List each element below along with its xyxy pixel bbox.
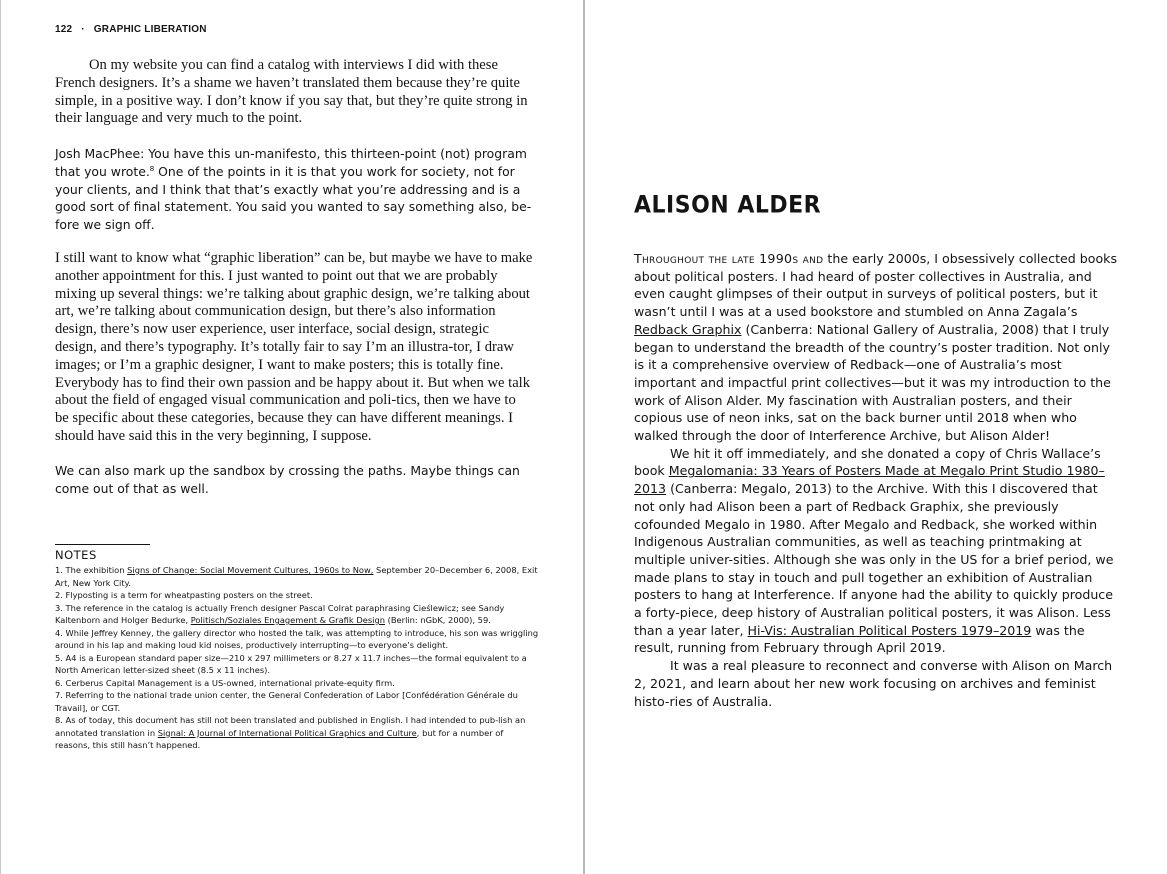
- left-page: [0, 0, 583, 874]
- chapter-paragraph-2: [634, 445, 1122, 657]
- note-8-title: Signal: A Journal of International Political Graphics and Culture: [157, 727, 417, 738]
- running-head-title: GRAPHIC LIBERATION: [93, 24, 207, 35]
- note-6: 6. Cerberus Capital Management is a US-owned, international private-equity firm.: [55, 677, 395, 688]
- footnote-marker[interactable]: 8: [149, 164, 155, 173]
- note-4: 4. While Jeffrey Kenney, the gallery director who hosted the talk, was attempting to introduce, his son was wriggling around in his lap and making loud kid noises, productively interrupting—to everyone’s delight.: [55, 627, 539, 650]
- note-3: [55, 602, 539, 627]
- note-1: [55, 564, 539, 589]
- paragraph-3: I still want to know what “graphic liberation” can be, but maybe we have to make another appointment for this. I just wanted to point out that we are probably mixing up several things: we’re talking about graphic design, we’re talking about art, we’re talking about communication design, but there’s also information design, there’s now user experience, user interface, social design, strategic design, and there’s typography. It’s totally fair to say I’m an illustra-tor, I draw images; or I’m a graphic designer, I want to make posters; this is totally fine. Everybody has to find their own passion and be happy about it. But when we talk about the field of engaged visual communication and poli-tics, then we have to be specific about these categories, because they can have different meanings. I should have said this in the very beginning, I suppose.: [55, 250, 533, 444]
- right-page: [585, 0, 1167, 874]
- paragraph-1: On my website you can find a catalog with interviews I did with these French designers. It’s a shame we haven’t translated them because they’re quite simple, in a positive way. I don’t know if you say that, but they’re quite strong in their language and very much to the point.: [55, 57, 528, 127]
- note-3-rest: (Berlin: nGbK, 2000), 59.: [384, 615, 491, 625]
- chapter-paragraph-3: It was a real pleasure to reconnect and converse with Alison on March 2, 2021, and learn about her new work focusing on archives and feminist histo-ries of Australia.: [634, 658, 1113, 709]
- note-5: 5. A4 is a European standard paper size—210 x 297 millimeters or 8.27 x 11.7 inches—the formal equivalent to a North American letter-sized sheet (8.5 x 11 inches).: [55, 652, 527, 675]
- chapter-paragraph-2-rest: was the result, running from February through April 2019.: [634, 622, 1085, 656]
- note-7: 7. Referring to the national trade union center, the General Confederation of Labor [Confédération Générale du Travail], or CGT.: [55, 690, 518, 713]
- book-title-redback: Redback Graphix: [634, 321, 742, 337]
- note-1-rest: September 20–December 6, 2008, Exit Art, New York City.: [55, 565, 538, 588]
- chapter-paragraph-1-rest: (Canberra: National Gallery of Australia, 2008) that I truly began to understand the breadth of the country’s poster tradition. Not only is it a comprehensive overview of Redback—one of Australia’s most important and impactful print collectives—but it was my introduction to the work of Alison Alder. My fascination with Australian posters, and their copious use of neon inks, sat on the back burner until 2018 when who walked through the door of Interference Archive, but Alison Alder!: [634, 321, 1111, 444]
- paragraph-2-start: Josh MacPhee: You have this un-manifesto, this thirteen-point (not) program that you wrote.: [55, 146, 527, 179]
- page-number: 122: [55, 24, 73, 35]
- note-1-title: Signs of Change: Social Movement Cultures, 1960s to Now,: [127, 565, 374, 575]
- page-edge: [0, 0, 1, 874]
- notes-divider: [55, 544, 150, 545]
- notes-list: [55, 564, 539, 752]
- running-head-separator: ·: [81, 24, 85, 35]
- chapter-paragraph-2-middle: (Canberra: Megalo, 2013) to the Archive. With this I discovered that not only had Alison been a part of Redback Graphix, she previously cofounded Megalo in 1980. After Megalo and Redback, she worked within Indigenous Australian communities, as well as teaching printmaking at multiple univer-sities. Although she was only in the US for a brief period, we made plans to stay in touch and pull together an exhibition of Australian posters to hang at Interference. If anyone had the ability to quickly produce a forty-piece, deep history of Australian political posters, it was Alison. Less than a year later,: [634, 481, 1114, 638]
- paragraph-2: [55, 145, 533, 234]
- chapter-paragraph-2-text: We hit it off immediately, and she donated a copy of Chris Wallace’s book: [634, 445, 1101, 479]
- book-title-megalomania: Megalomania: 33 Years of Posters Made at Megalo Print Studio 1980–2013: [634, 463, 1105, 497]
- note-3-text: 3. The reference in the catalog is actually French designer Pascal Colrat paraphrasing Cieślewicz; see Sandy Kaltenborn and Holger Bedurke,: [55, 602, 505, 625]
- note-8: [55, 714, 539, 752]
- chapter-paragraph-1: [634, 250, 1122, 445]
- lead-in: Throughout the late 1990s and: [634, 251, 824, 266]
- chapter-body: [634, 250, 1122, 710]
- chapter-paragraph-1-text: the early 2000s, I obsessively collected books about political posters. I had heard of poster collectives in Australia, and even caught glimpses of their output in surveys of political posters, but it wasn’t until I was at a used bookstore and stumbled on Anna Zagala’s: [634, 251, 1118, 320]
- running-head: [55, 24, 207, 35]
- notes-heading: NOTES: [55, 548, 97, 562]
- note-8-rest: , but for a number of reasons, this still hasn’t happened.: [55, 727, 504, 750]
- paragraph-2-end: One of the points in it is that you work for society, not for your clients, and I think that that’s exactly what you’re addressing and is a good sort of final statement. You said you wanted to say something also, be-fore we sign off.: [55, 163, 532, 233]
- note-8-text: 8. As of today, this document has still not been translated and published in English. I had intended to pub-lish an annotated translation in: [55, 715, 526, 738]
- note-1-text: 1. The exhibition: [55, 565, 128, 575]
- chapter-title: ALISON ALDER: [634, 192, 822, 219]
- note-2: 2. Flyposting is a term for wheatpasting posters on the street.: [55, 590, 313, 600]
- exhibition-title-hivis: Hi-Vis: Australian Political Posters 1979–2019: [747, 622, 1032, 638]
- paragraph-4: We can also mark up the sandbox by crossing the paths. Maybe things can come out of that as well.: [55, 463, 520, 496]
- note-3-title: Politisch/Soziales Engagement & Grafik Design: [190, 615, 385, 625]
